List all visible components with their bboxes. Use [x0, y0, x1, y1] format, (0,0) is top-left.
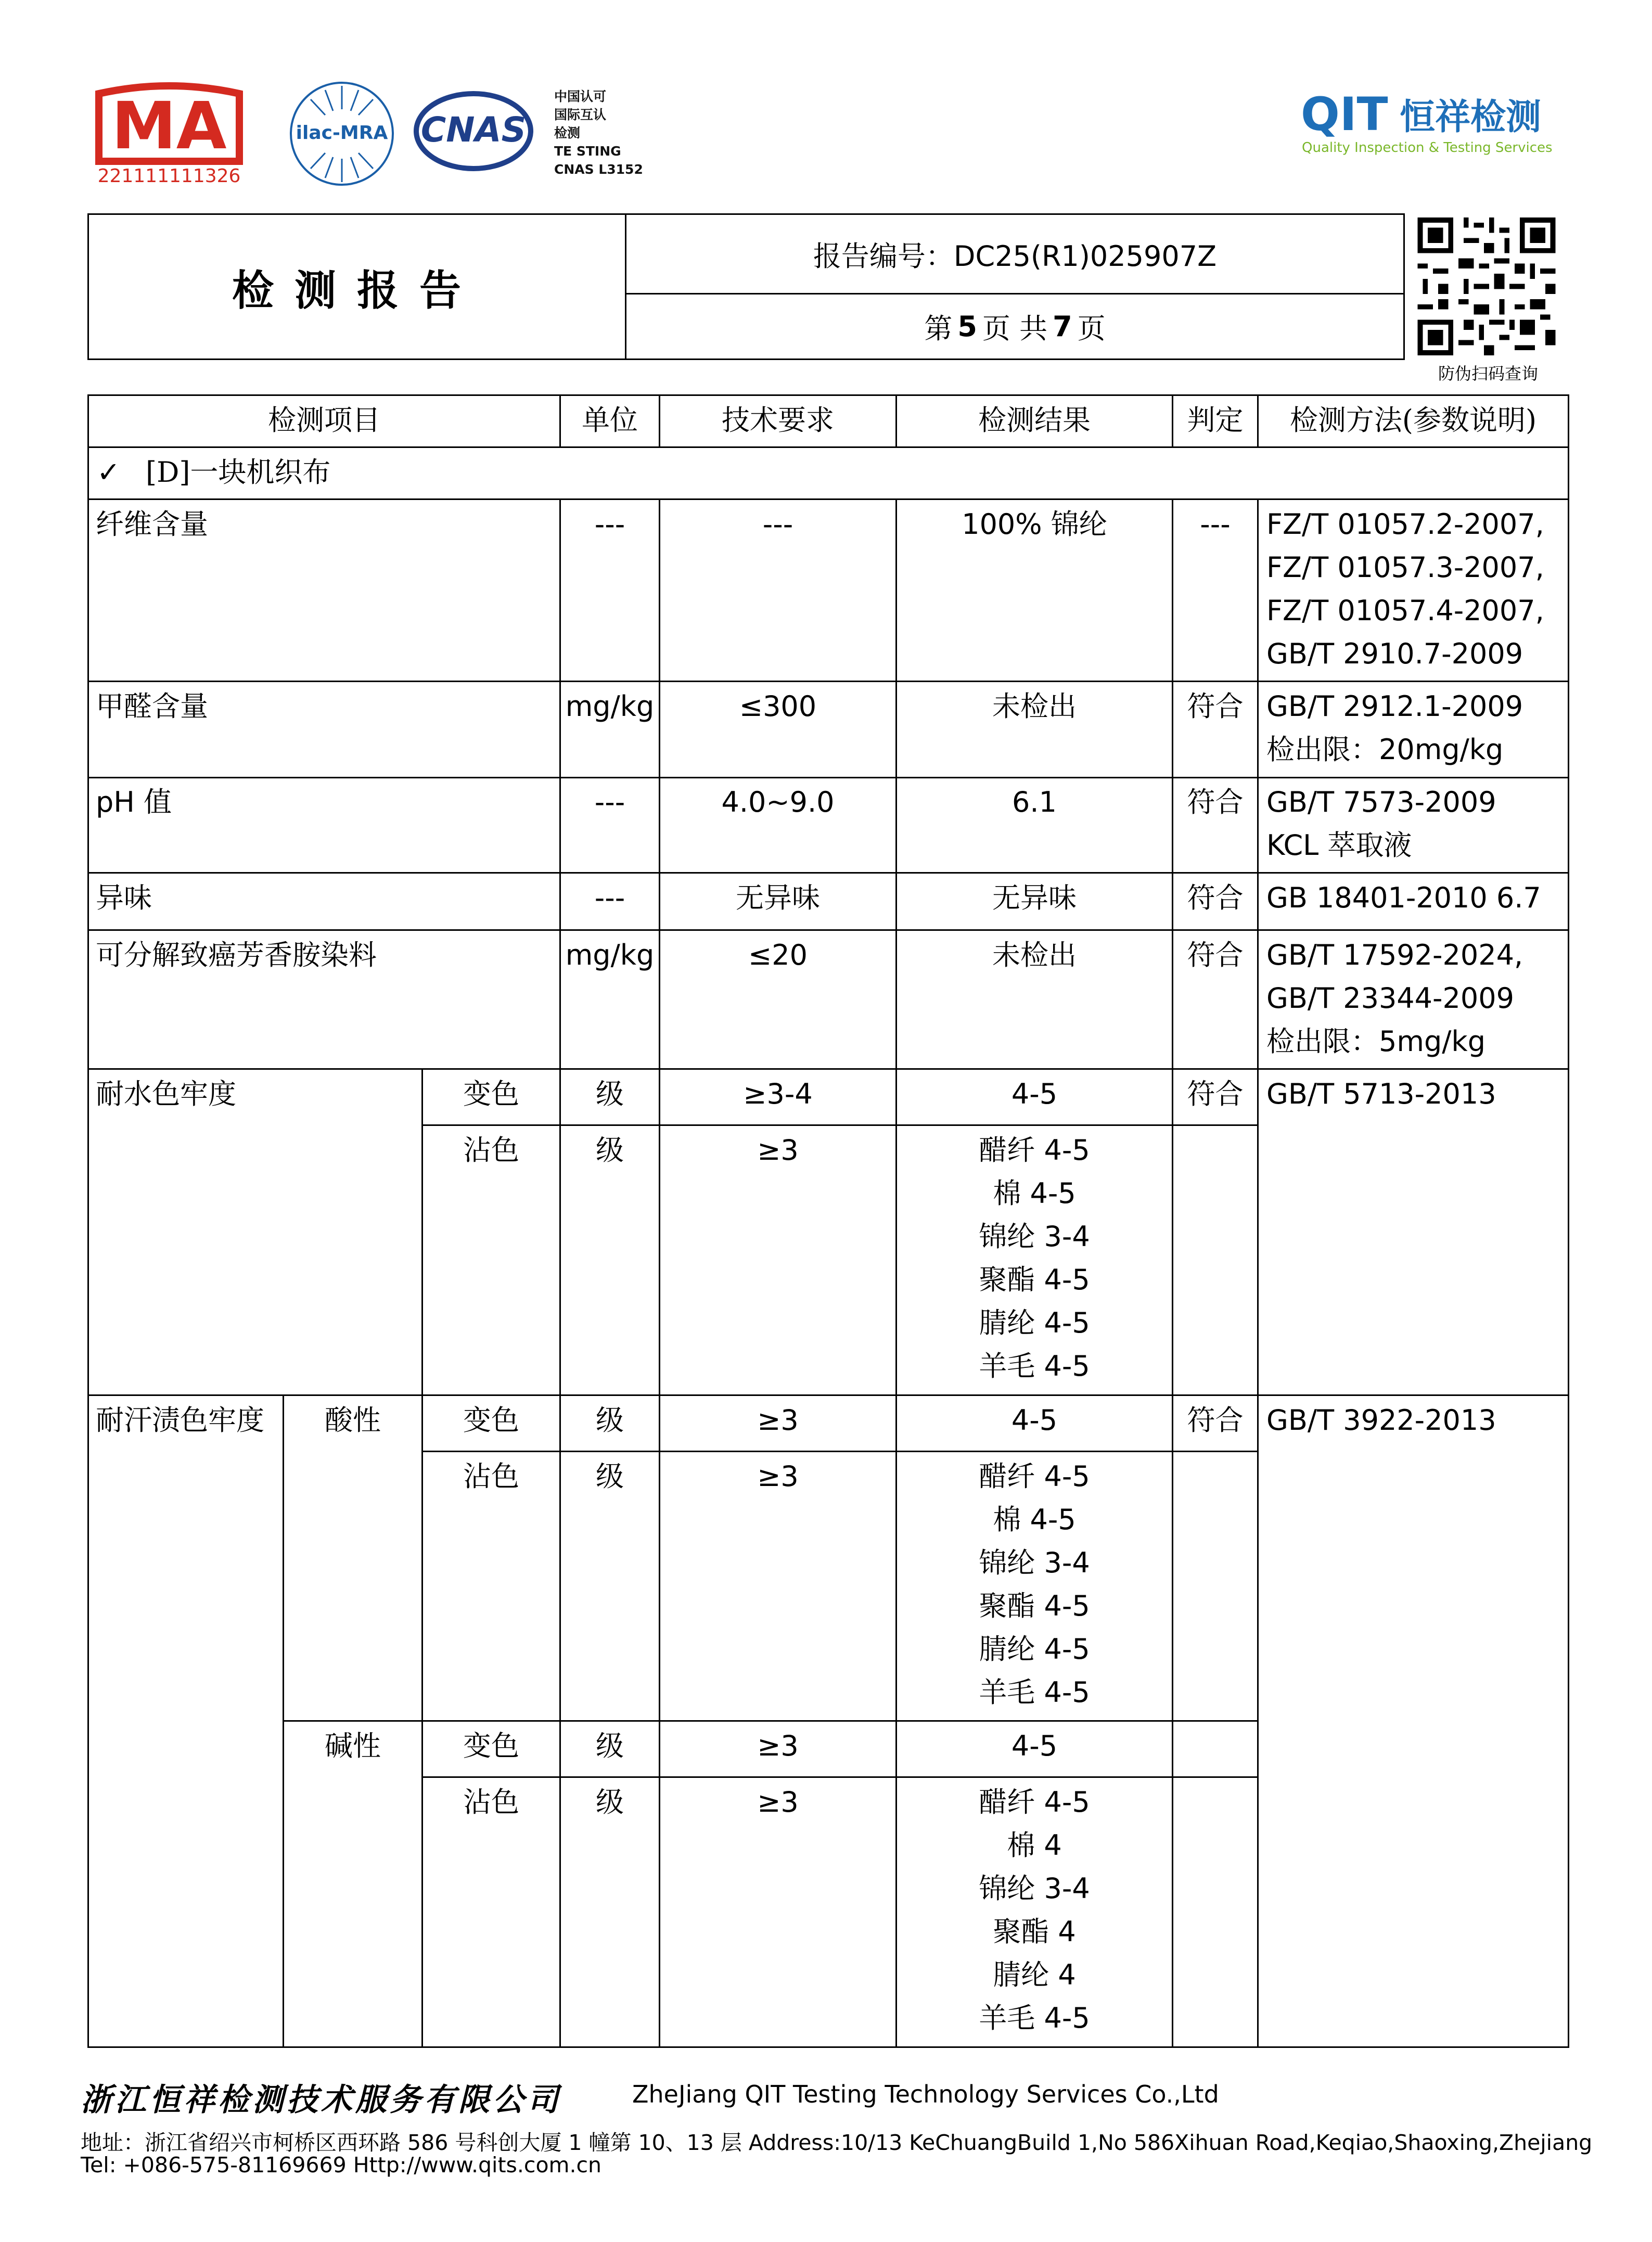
company-name-cn: 浙江恒祥检测技术服务有限公司: [81, 2082, 561, 2118]
stain-result: 醋纤 4-5: [979, 1460, 1090, 1493]
report-number: 报告编号：DC25(R1)025907Z: [626, 215, 1403, 294]
company-contact: Tel: +086-575-81169669 Http://www.qits.com.cn: [81, 2153, 602, 2177]
title-cell: [89, 215, 626, 358]
result-cell: 4-5: [1011, 1404, 1058, 1437]
method-line: GB/T 5713-2013: [1266, 1078, 1496, 1110]
qit-logo: [1301, 88, 1556, 161]
result-cell: 未检出: [992, 939, 1077, 971]
unit-cell: 级: [596, 1134, 624, 1167]
sample-check-icon: ✓: [97, 456, 121, 489]
method-line: GB/T 17592-2024,: [1266, 939, 1523, 971]
sub-label-change: 变色: [463, 1078, 519, 1110]
stain-result: 聚酯 4-5: [979, 1263, 1090, 1296]
report-title: 检测报告: [232, 265, 482, 315]
stain-result: 醋纤 4-5: [979, 1134, 1090, 1167]
qr-code[interactable]: [1416, 217, 1557, 355]
condition-alkali: 碱性: [325, 1729, 381, 1762]
qit-mark: QIT: [1301, 88, 1388, 141]
method-line: GB/T 7573-2009: [1266, 786, 1496, 818]
page-total: 7: [1053, 310, 1072, 343]
judgement-cell: 符合: [1187, 1078, 1244, 1110]
item-azo-dyes: 可分解致癌芳香胺染料: [96, 939, 377, 971]
page-suffix: 页: [1077, 312, 1106, 345]
sub-label-change: 变色: [463, 1729, 519, 1762]
item-ph: pH 值: [96, 786, 172, 818]
page-current: 5: [957, 310, 977, 343]
method-line: GB 18401-2010 6.7: [1266, 881, 1541, 914]
judgement-cell: ---: [1200, 508, 1231, 541]
judgement-cell: 符合: [1187, 786, 1244, 818]
cnas-caption: [554, 87, 643, 178]
result-cell: 无异味: [992, 881, 1077, 914]
requirement-cell: ≤300: [739, 690, 817, 723]
col-header-judgement: 判定: [1187, 404, 1244, 437]
stain-result: 羊毛 4-5: [979, 1676, 1090, 1709]
sub-label-change: 变色: [463, 1404, 519, 1437]
item-fiber: 纤维含量: [96, 508, 208, 541]
requirement-cell: ≥3: [757, 1460, 799, 1493]
unit-cell: 级: [596, 1729, 624, 1762]
cnas-line: 国际互认: [554, 107, 607, 122]
result-cell: 4-5: [1011, 1729, 1058, 1762]
method-line: GB/T 3922-2013: [1266, 1404, 1496, 1437]
qr-caption: 防伪扫码查询: [1438, 364, 1538, 383]
qit-name: 恒祥检测: [1400, 97, 1542, 138]
method-line: 检出限：5mg/kg: [1266, 1025, 1485, 1058]
results-table: [87, 394, 1569, 2048]
judgement-cell: 符合: [1187, 1404, 1244, 1437]
result-cell: 100% 锦纶: [962, 508, 1107, 541]
item-odor: 异味: [96, 881, 152, 914]
col-header-unit: 单位: [582, 404, 638, 437]
cma-logo: [88, 78, 250, 187]
requirement-cell: ≤20: [748, 939, 808, 971]
sub-label-stain: 沾色: [463, 1786, 519, 1818]
requirement-cell: ≥3: [757, 1134, 799, 1167]
stain-result: 羊毛 4-5: [979, 1350, 1090, 1382]
col-header-method: 检测方法(参数说明): [1289, 404, 1537, 437]
method-line: KCL 萃取液: [1266, 829, 1412, 862]
cma-number: 221111111326: [97, 165, 241, 187]
page-prefix: 第: [924, 312, 953, 345]
sample-label: [D]一块机织布: [146, 456, 331, 489]
page-indicator: [626, 294, 1403, 358]
requirement-cell: ≥3: [757, 1729, 799, 1762]
unit-cell: mg/kg: [565, 690, 655, 723]
method-line: GB/T 23344-2009: [1266, 982, 1514, 1015]
col-header-item: 检测项目: [268, 404, 380, 437]
requirement-cell: 无异味: [736, 881, 820, 914]
cnas-line: 检测: [554, 125, 581, 140]
method-line: GB/T 2910.7-2009: [1266, 637, 1523, 670]
company-address: 地址：浙江省绍兴市柯桥区西环路 586 号科创大厦 1 幢第 10、13 层 Address:10/13 KeChuangBuild 1,No 586Xihuan Road,Keqiao,Shaoxing,Zhejiang: [81, 2130, 1593, 2155]
result-cell: 未检出: [992, 690, 1077, 723]
unit-cell: ---: [594, 786, 625, 818]
method-line: GB/T 2912.1-2009: [1266, 690, 1523, 723]
item-formaldehyde: 甲醛含量: [96, 690, 208, 723]
sub-label-stain: 沾色: [463, 1460, 519, 1493]
qit-subtitle: Quality Inspection & Testing Services: [1302, 140, 1553, 156]
judgement-cell: 符合: [1187, 939, 1244, 971]
unit-cell: 级: [596, 1786, 624, 1818]
company-name-en: ZheJiang QIT Testing Technology Services Co.,Ltd: [632, 2080, 1219, 2108]
unit-cell: 级: [596, 1460, 624, 1493]
stain-result: 棉 4-5: [993, 1503, 1076, 1536]
stain-result: 聚酯 4-5: [979, 1590, 1090, 1622]
col-header-requirement: 技术要求: [722, 404, 834, 437]
requirement-cell: 4.0~9.0: [721, 786, 835, 818]
ilac-mra-logo: [289, 81, 395, 187]
stain-result: 聚酯 4: [993, 1915, 1076, 1948]
stain-result: 锦纶 3-4: [979, 1220, 1090, 1253]
judgement-cell: 符合: [1187, 690, 1244, 723]
cnas-logo: [411, 88, 536, 174]
stain-result: 锦纶 3-4: [979, 1546, 1090, 1579]
ilac-text: ilac-MRA: [296, 122, 388, 144]
requirement-cell: ≥3: [757, 1404, 799, 1437]
method-line: FZ/T 01057.2-2007,: [1266, 508, 1544, 541]
cnas-text: CNAS: [420, 110, 527, 150]
unit-cell: 级: [596, 1404, 624, 1437]
stain-result: 腈纶 4-5: [979, 1633, 1090, 1666]
item-perspiration-fastness: 耐汗渍色牢度: [96, 1404, 264, 1437]
report-header: [87, 213, 1405, 360]
method-line: 检出限：20mg/kg: [1266, 733, 1504, 766]
requirement-cell: ≥3-4: [743, 1078, 813, 1110]
requirement-cell: ≥3: [757, 1786, 799, 1818]
method-line: FZ/T 01057.4-2007,: [1266, 594, 1544, 627]
condition-acid: 酸性: [325, 1404, 381, 1437]
unit-cell: ---: [594, 508, 625, 541]
judgement-cell: 符合: [1187, 881, 1244, 914]
item-water-fastness: 耐水色牢度: [96, 1078, 236, 1110]
cnas-line: 中国认可: [554, 89, 607, 104]
unit-cell: mg/kg: [565, 939, 655, 971]
stain-result: 腈纶 4: [993, 1958, 1076, 1991]
stain-result: 羊毛 4-5: [979, 2002, 1090, 2034]
stain-result: 棉 4: [1007, 1829, 1062, 1862]
col-header-result: 检测结果: [978, 404, 1091, 437]
cma-text: MA: [111, 88, 227, 164]
requirement-cell: ---: [762, 508, 793, 541]
stain-result: 棉 4-5: [993, 1177, 1076, 1210]
unit-cell: ---: [594, 881, 625, 914]
stain-result: 锦纶 3-4: [979, 1872, 1090, 1905]
cnas-line: TE STING: [554, 144, 621, 159]
sub-label-stain: 沾色: [463, 1134, 519, 1167]
stain-result: 醋纤 4-5: [979, 1786, 1090, 1818]
page-mid: 页 共: [982, 312, 1048, 345]
stain-result: 腈纶 4-5: [979, 1306, 1090, 1339]
cnas-line: CNAS L3152: [554, 162, 643, 177]
unit-cell: 级: [596, 1078, 624, 1110]
result-cell: 6.1: [1012, 786, 1057, 818]
result-cell: 4-5: [1011, 1078, 1058, 1110]
method-line: FZ/T 01057.3-2007,: [1266, 551, 1544, 584]
